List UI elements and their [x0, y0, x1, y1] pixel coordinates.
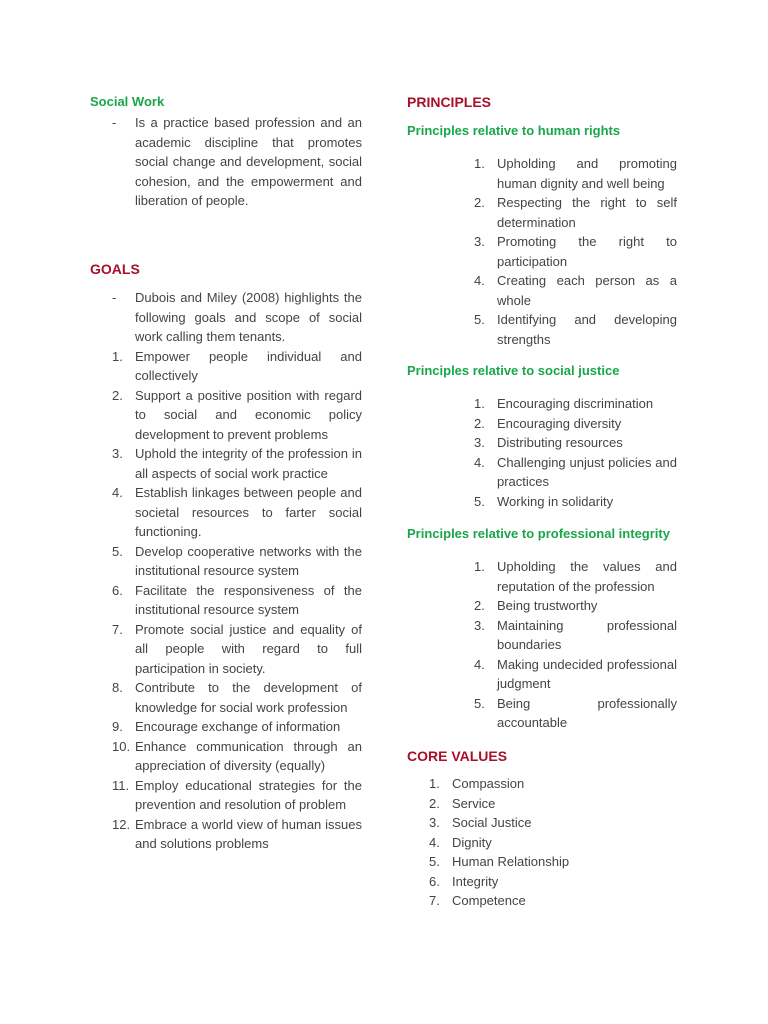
list-item: [112, 386, 362, 445]
list-item: [474, 655, 677, 694]
list-item-text: Service: [452, 795, 496, 811]
list-item-text: Contribute to the development of knowledge for social work profession: [135, 680, 362, 715]
list-item-text: Promote social justice and equality of all people with regard to full participation in society.: [135, 621, 362, 676]
list-number: 1.: [474, 396, 485, 411]
list-number: 10.: [112, 738, 131, 754]
list-number: 8.: [112, 680, 123, 695]
list-number: 1.: [474, 156, 485, 171]
list-item-text: Integrity: [452, 873, 499, 889]
list-item: [474, 394, 677, 414]
list-item-text: Uphold the integrity of the profession in all aspects of social work practice: [135, 446, 362, 481]
list-number: 12.: [112, 816, 131, 832]
list-number: 3.: [474, 435, 485, 450]
list-item-text: Maintaining professional boundaries: [497, 617, 677, 652]
list-item-text: Being trustworthy: [497, 598, 598, 613]
list-item-text: Employ educational strategies for the prevention and resolution of problem: [135, 777, 362, 812]
list-item: [112, 444, 362, 483]
list-item: [429, 891, 629, 911]
list-item: [112, 113, 362, 211]
list-item: [474, 694, 677, 733]
list-item: [474, 310, 677, 349]
list-item-text: Identifying and developing strengths: [497, 312, 677, 347]
list-item-text: Making undecided professional judgment: [497, 656, 677, 691]
list-item-text: Encourage exchange of information: [135, 719, 341, 734]
list-number: 1.: [474, 559, 485, 574]
social-justice-list: [474, 394, 677, 511]
list-item: [112, 347, 362, 386]
social-work-definition: Is a practice based profession and an academic discipline that promotes social change and development, social cohesion, and the empowerment and liberation of people.: [135, 115, 362, 208]
goals-heading: GOALS: [90, 261, 140, 277]
list-number: 5.: [474, 493, 485, 509]
list-item-text: Creating each person as a whole: [497, 273, 677, 308]
list-number: 7.: [429, 893, 440, 908]
list-number: 5.: [474, 695, 485, 711]
list-item: [474, 557, 677, 596]
list-item-text: Compassion: [452, 776, 525, 791]
social-work-definition-list: [112, 113, 362, 211]
list-number: 5.: [474, 312, 485, 327]
list-number: 4.: [474, 656, 485, 672]
list-item-text: Encouraging discrimination: [497, 396, 654, 411]
list-item-text: Distributing resources: [497, 435, 623, 450]
list-item-text: Upholding the values and reputation of the profession: [497, 559, 677, 594]
principles-heading: PRINCIPLES: [407, 94, 492, 110]
list-item: [429, 813, 629, 833]
core-values-heading: CORE VALUES: [407, 748, 508, 764]
list-item-text: Promoting the right to participation: [497, 234, 677, 269]
list-item: [112, 620, 362, 679]
list-item-text: Dignity: [452, 834, 492, 850]
list-item: [474, 492, 677, 512]
list-item-text: Human Relationship: [452, 854, 570, 869]
list-number: 9.: [112, 719, 123, 734]
list-item: [474, 232, 677, 271]
list-item: [474, 616, 677, 655]
list-number: 3.: [474, 617, 485, 633]
list-item-text: Being professionally accountable: [497, 695, 677, 730]
list-item: [112, 776, 362, 815]
list-item: [474, 271, 677, 310]
list-item-text: Social Justice: [452, 815, 532, 830]
list-item-text: Develop cooperative networks with the institutional resource system: [135, 543, 362, 578]
list-number: 5.: [112, 543, 123, 559]
list-item: [429, 852, 629, 872]
list-item: [429, 794, 629, 814]
list-item-text: Upholding and promoting human dignity and well being: [497, 156, 677, 191]
list-number: 7.: [112, 621, 123, 637]
list-item-text: Support a positive position with regard to social and economic policy development to prevent problems: [135, 387, 362, 442]
list-number: 1.: [112, 348, 123, 364]
list-number: 3.: [112, 446, 123, 461]
goals-intro-text: Dubois and Miley (2008) highlights the following goals and scope of social work calling them tenants.: [135, 290, 362, 344]
dash-marker: -: [112, 290, 117, 305]
list-item: [429, 872, 629, 892]
list-item-text: Facilitate the responsiveness of the institutional resource system: [135, 582, 362, 617]
list-item: [474, 154, 677, 193]
social-justice-heading: Principles relative to social justice: [407, 363, 620, 378]
goals-intro: [112, 288, 362, 347]
list-number: 4.: [474, 273, 485, 288]
list-number: 2.: [429, 795, 440, 811]
list-number: 2.: [474, 415, 485, 431]
list-item: [474, 453, 677, 492]
human-rights-heading: Principles relative to human rights: [407, 123, 621, 138]
list-number: 3.: [474, 234, 485, 249]
list-item: [112, 737, 362, 776]
goals-list: [112, 288, 362, 854]
dash-marker: -: [112, 115, 117, 130]
list-item-text: Respecting the right to self determination: [497, 195, 677, 230]
list-item: [112, 717, 362, 737]
list-item-text: Competence: [452, 893, 526, 908]
professional-integrity-list: [474, 557, 677, 733]
list-item-text: Encouraging diversity: [497, 415, 622, 431]
list-number: 2.: [474, 195, 485, 210]
list-item-text: Embrace a world view of human issues and solutions problems: [135, 816, 362, 851]
list-number: 6.: [112, 582, 123, 598]
professional-integrity-heading: Principles relative to professional integrity: [407, 526, 670, 541]
list-number: 2.: [474, 598, 485, 613]
list-number: 2.: [112, 387, 123, 403]
list-item: [112, 678, 362, 717]
human-rights-list: [474, 154, 677, 349]
social-work-heading: Social Work: [90, 94, 165, 109]
list-item: [474, 193, 677, 232]
list-item: [112, 483, 362, 542]
list-item-text: Working in solidarity: [497, 493, 614, 509]
list-item: [474, 414, 677, 434]
list-item: [429, 833, 629, 853]
list-item-text: Establish linkages between people and societal resources to farter social functioning.: [135, 485, 362, 539]
list-number: 5.: [429, 854, 440, 869]
list-number: 6.: [429, 873, 440, 889]
list-number: 4.: [429, 834, 440, 850]
list-number: 1.: [429, 776, 440, 791]
list-item: [429, 774, 629, 794]
list-item: [112, 815, 362, 854]
list-number: 11.: [112, 777, 130, 793]
list-number: 3.: [429, 815, 440, 830]
list-item-text: Enhance communication through an appreciation of diversity (equally): [135, 738, 362, 773]
list-item-text: Empower people individual and collectively: [135, 348, 362, 383]
list-number: 4.: [474, 454, 485, 470]
list-item: [112, 542, 362, 581]
list-item: [474, 596, 677, 616]
list-number: 4.: [112, 485, 123, 500]
core-values-list: [429, 774, 629, 911]
list-item: [112, 581, 362, 620]
list-item: [474, 433, 677, 453]
list-item-text: Challenging unjust policies and practices: [497, 454, 677, 489]
